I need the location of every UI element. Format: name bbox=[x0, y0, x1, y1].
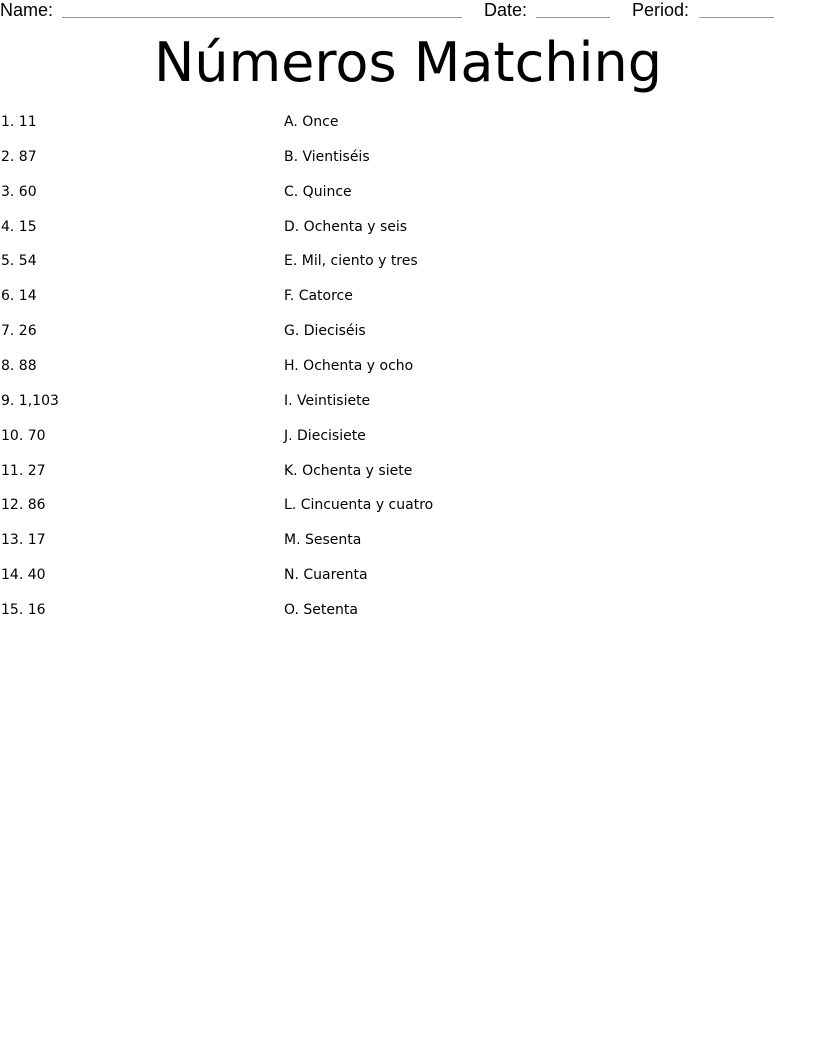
answer-item: I. Veintisiete bbox=[284, 392, 371, 409]
date-label: Date: bbox=[484, 0, 528, 20]
question-item: 1. 11 bbox=[1, 114, 37, 130]
answer-item: G. Dieciséis bbox=[284, 323, 366, 340]
worksheet-title: Números Matching bbox=[153, 31, 663, 94]
question-item: 3. 60 bbox=[1, 183, 37, 200]
answer-item: F. Catorce bbox=[284, 288, 353, 305]
answer-item: K. Ochenta y siete bbox=[284, 462, 413, 479]
answer-item: O. Setenta bbox=[284, 602, 358, 619]
question-list bbox=[1, 112, 271, 635]
name-label: Name: bbox=[0, 0, 54, 20]
worksheet-header bbox=[0, 0, 816, 22]
answer-item: M. Sesenta bbox=[284, 532, 362, 549]
question-item: 14. 40 bbox=[1, 567, 46, 584]
question-item: 9. 1,103 bbox=[1, 392, 59, 409]
question-item: 8. 88 bbox=[1, 358, 37, 375]
answer-item: J. Diecisiete bbox=[284, 427, 366, 444]
period-label: Period: bbox=[632, 0, 690, 20]
question-item: 10. 70 bbox=[1, 427, 46, 444]
question-item: 6. 14 bbox=[1, 288, 37, 305]
name-blank-line[interactable] bbox=[62, 17, 462, 18]
question-item: 12. 86 bbox=[1, 497, 46, 514]
answer-item: L. Cincuenta y cuatro bbox=[284, 497, 434, 514]
question-item: 2. 87 bbox=[1, 148, 37, 165]
period-blank-line[interactable] bbox=[699, 17, 774, 18]
answer-item: C. Quince bbox=[284, 183, 352, 200]
answer-item: A. Once bbox=[284, 114, 339, 130]
answer-item: D. Ochenta y seis bbox=[284, 218, 408, 235]
question-item: 13. 17 bbox=[1, 532, 46, 549]
question-item: 11. 27 bbox=[1, 462, 46, 479]
answer-item: E. Mil, ciento y tres bbox=[284, 253, 418, 270]
question-item: 4. 15 bbox=[1, 218, 37, 235]
date-blank-line[interactable] bbox=[536, 17, 610, 18]
answer-list bbox=[284, 112, 684, 635]
answer-item: N. Cuarenta bbox=[284, 567, 368, 584]
answer-item: H. Ochenta y ocho bbox=[284, 358, 414, 375]
question-item: 15. 16 bbox=[1, 602, 46, 619]
question-item: 5. 54 bbox=[1, 253, 37, 270]
question-item: 7. 26 bbox=[1, 323, 37, 340]
answer-item: B. Vientiséis bbox=[284, 148, 370, 165]
